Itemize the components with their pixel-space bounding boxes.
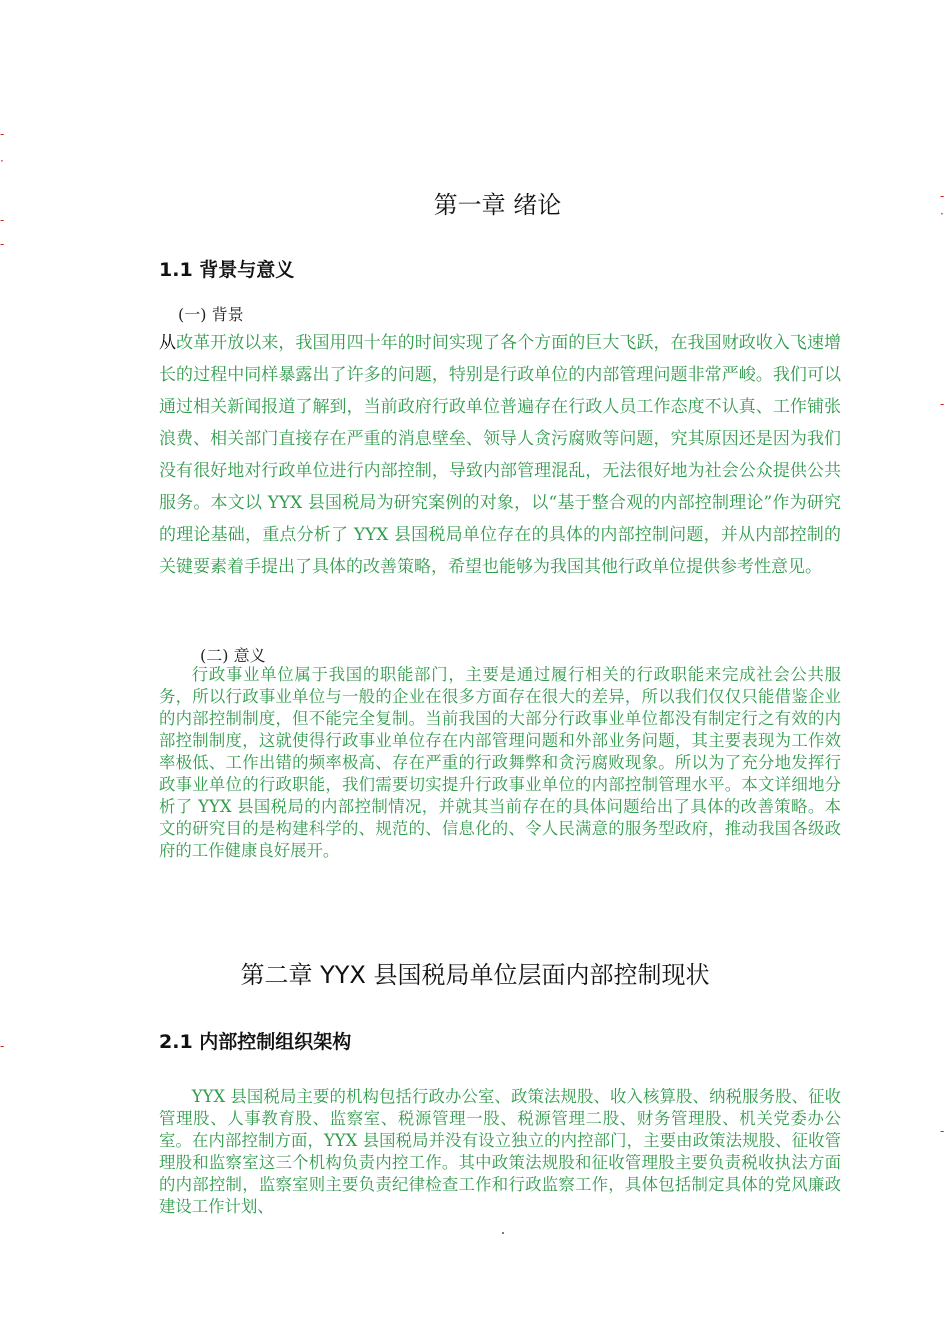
right-margin-mark: -: [940, 397, 945, 411]
left-margin-mark: -: [0, 1039, 5, 1053]
page-dot: [502, 1232, 504, 1234]
significance-subheading: (二) 意义: [200, 646, 266, 665]
org-structure-paragraph: YYX 县国税局主要的机构包括行政办公室、政策法规股、收入核算股、纳税服务股、征收管理股、人事教育股、监察室、税源管理一股、税源管理二股、财务管理股、机关党委办公室。在内部控制方面，YYX 县国税局并没有设立独立的内控部门，主要由政策法规股、征收管理股和监察室这三个机构负责内控工作。其中政策法规股和征收管理股主要负责税收执法方面的内部控制，监察室则主要负责纪律检查工作和行政监察工作，具体包括制定具体的党风廉政建设工作计划、: [159, 1087, 841, 1216]
chapter-2-title: 第二章 YYX 县国税局单位层面内部控制现状: [240, 961, 710, 989]
background-subheading: (一) 背景: [178, 305, 244, 324]
right-margin-mark: -: [940, 189, 945, 203]
left-margin-mark: -: [0, 237, 5, 251]
section-1-1-title: 1.1 背景与意义: [159, 259, 295, 281]
right-margin-mark: -: [940, 1124, 945, 1138]
left-margin-mark: -: [0, 213, 5, 227]
chapter-1-title: 第一章 绪论: [433, 191, 562, 219]
section-2-1-title: 2.1 内部控制组织架构: [159, 1031, 352, 1053]
background-text: 改革开放以来，我国用四十年的时间实现了各个方面的巨大飞跃，在我国财政收入飞速增长的过程中同样暴露出了许多的问题，特别是行政单位的内部管理问题非常严峻。我们可以通过相关新闻报道了解到，当前政府行政单位普遍存在行政人员工作态度不认真、工作铺张浪费、相关部门直接存在严重的消息壁垒、领导人贪污腐败等问题，究其原因还是因为我们没有很好地对行政单位进行内部控制，导致内部管理混乱，无法很好地为社会公众提供公共服务。本文以 YYX 县国税局为研究案例的对象，以“基于整合观的内部控制理论”作为研究的理论基础，重点分析了 YYX 县国税局单位存在的具体的内部控制问题，并从内部控制的关键要素着手提出了具体的改善策略，希望也能够为我国其他行政单位提供参考性意见。: [159, 333, 842, 577]
background-lead-char: 从: [159, 333, 177, 353]
left-margin-mark: ·: [0, 154, 4, 168]
significance-paragraph: 行政事业单位属于我国的职能部门，主要是通过履行相关的行政职能来完成社会公共服务，所以行政事业单位与一般的企业在很多方面存在很大的差异，所以我们仅仅只能借鉴企业的内部控制制度，但不能完全复制。当前我国的大部分行政事业单位都没有制定行之有效的内部控制制度，这就使得行政事业单位存在内部管理问题和外部业务问题，其主要表现为工作效率极低、工作出错的频率极高、存在严重的行政舞弊和贪污腐败现象。所以为了充分地发挥行政事业单位的行政职能，我们需要切实提升行政事业单位的内部控制管理水平。本文详细地分析了 YYX 县国税局的内部控制情况，并就其当前存在的具体问题给出了具体的改善策略。本文的研究目的是构建科学的、规范的、信息化的、令人民满意的服务型政府，推动我国各级政府的工作健康良好展开。: [159, 665, 841, 860]
left-margin-mark: -: [0, 127, 5, 141]
background-paragraph: [159, 327, 841, 583]
right-margin-mark: ·: [940, 207, 944, 221]
